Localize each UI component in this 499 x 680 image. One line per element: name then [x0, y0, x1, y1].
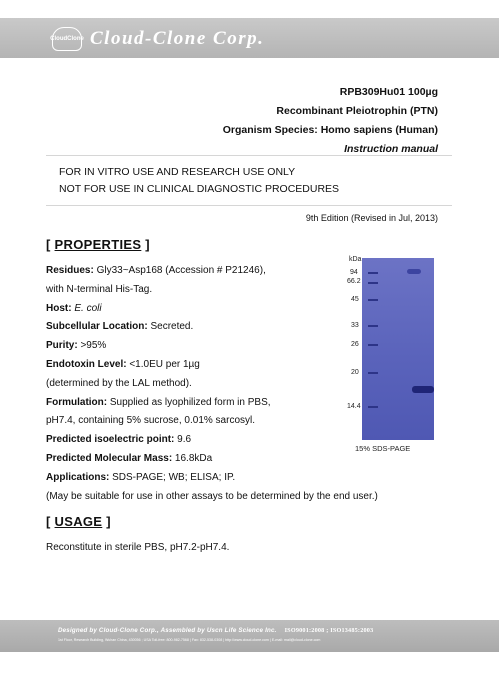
ladder-band: [368, 406, 378, 408]
usage-notice: [59, 164, 339, 198]
divider: [46, 155, 452, 156]
properties-heading: [46, 237, 150, 252]
marker-label: 26: [351, 341, 359, 348]
residues-label: Residues:: [46, 265, 94, 276]
marker-label: 14.4: [347, 403, 361, 410]
footer-credits: [58, 627, 373, 634]
organism-species: Organism Species: Homo sapiens (Human): [222, 124, 438, 136]
formulation-value: Supplied as lyophilized form in PBS,: [107, 396, 271, 408]
applications-row: [46, 469, 456, 488]
product-name: Recombinant Pleiotrophin (PTN): [276, 105, 438, 117]
formulation-label: Formulation:: [46, 396, 108, 408]
host-value: E. coli: [74, 302, 102, 314]
properties-heading-text: PROPERTIES: [54, 237, 142, 252]
divider: [46, 205, 452, 206]
heading-bracket-close: ]: [102, 514, 111, 529]
notice-line-clinical: NOT FOR USE IN CLINICAL DIAGNOSTIC PROCEDURES: [59, 183, 340, 195]
molecular-mass-value: 16.8kDa: [172, 452, 213, 464]
ladder-band: [368, 344, 378, 346]
residues-value: Gly33~Asp168 (Accession # P21246),: [93, 265, 266, 276]
applications-label: Applications:: [46, 471, 110, 483]
marker-label: 66.2: [347, 278, 361, 285]
isoelectric-value: 9.6: [174, 434, 192, 446]
gel-caption: 15% SDS-PAGE: [355, 444, 411, 453]
heading-bracket-open: [: [46, 237, 55, 252]
endotoxin-value: <1.0EU per 1µg: [126, 358, 200, 370]
footer-designer-text: Designed by Cloud-Clone Corp., Assembled by Uscn Life Science Inc.: [58, 627, 277, 634]
residues-continuation: with N-terminal His-Tag.: [46, 283, 153, 295]
ladder-band: [368, 325, 378, 327]
usage-heading-text: USAGE: [54, 514, 103, 529]
marker-label: 20: [351, 369, 359, 376]
applications-value: SDS-PAGE; WB; ELISA; IP.: [109, 471, 236, 483]
sds-page-gel-figure: [330, 248, 434, 460]
purity-label: Purity:: [46, 340, 78, 352]
footer-iso-certification: ISO9001:2008 ; ISO13485:2003: [284, 627, 374, 634]
ladder-band: [368, 372, 378, 374]
purity-value: >95%: [77, 340, 107, 352]
applications-note: (May be suitable for use in other assays to be determined by the end user.): [46, 490, 378, 502]
isoelectric-label: Predicted isoelectric point:: [46, 434, 175, 446]
ladder-band: [368, 299, 378, 301]
ladder-band: [368, 282, 378, 284]
ladder-band: [368, 272, 378, 274]
endotoxin-label: Endotoxin Level:: [46, 358, 127, 370]
document-type: Instruction manual: [344, 143, 438, 155]
location-label: Subcellular Location:: [46, 321, 148, 333]
endotoxin-continuation: (determined by the LAL method).: [46, 377, 192, 389]
marker-label: 94: [350, 269, 358, 276]
formulation-continuation: pH7.4, containing 5% sucrose, 0.01% sarcosyl.: [46, 415, 255, 427]
gel-unit-label: kDa: [349, 256, 362, 263]
cloud-logo-icon: CloudClone: [52, 27, 82, 51]
notice-line-research: FOR IN VITRO USE AND RESEARCH USE ONLY: [59, 166, 296, 178]
company-logo: [52, 23, 264, 55]
sample-protein-band: [412, 386, 434, 393]
molecular-mass-label: Predicted Molecular Mass:: [46, 452, 173, 464]
edition-info: 9th Edition (Revised in Jul, 2013): [305, 213, 438, 223]
catalog-number: RPB309Hu01 100µg: [339, 86, 438, 98]
footer-band: [0, 620, 499, 652]
usage-heading: [46, 514, 111, 529]
gel-lane-area: [362, 258, 434, 440]
host-label: Host:: [46, 302, 72, 314]
footer-contact-info: 1st Floor, Research Building, Wuhan China, 430056 ; USA Toll-free: 800-982-7568 | Fax: 832-538-0308 | http://www.cloud-clone.com | E-mail: mail@cloud-clone.com: [58, 638, 321, 642]
location-value: Secreted.: [147, 321, 194, 333]
heading-bracket-close: ]: [141, 237, 150, 252]
marker-label: 33: [351, 322, 359, 329]
heading-bracket-open: [: [46, 514, 55, 529]
usage-instructions: Reconstitute in sterile PBS, pH7.2-pH7.4.: [46, 542, 230, 553]
sample-top-band: [407, 269, 421, 274]
company-name: Cloud-Clone Corp.: [90, 28, 265, 49]
marker-label: 45: [351, 296, 359, 303]
product-title-block: [223, 83, 438, 159]
